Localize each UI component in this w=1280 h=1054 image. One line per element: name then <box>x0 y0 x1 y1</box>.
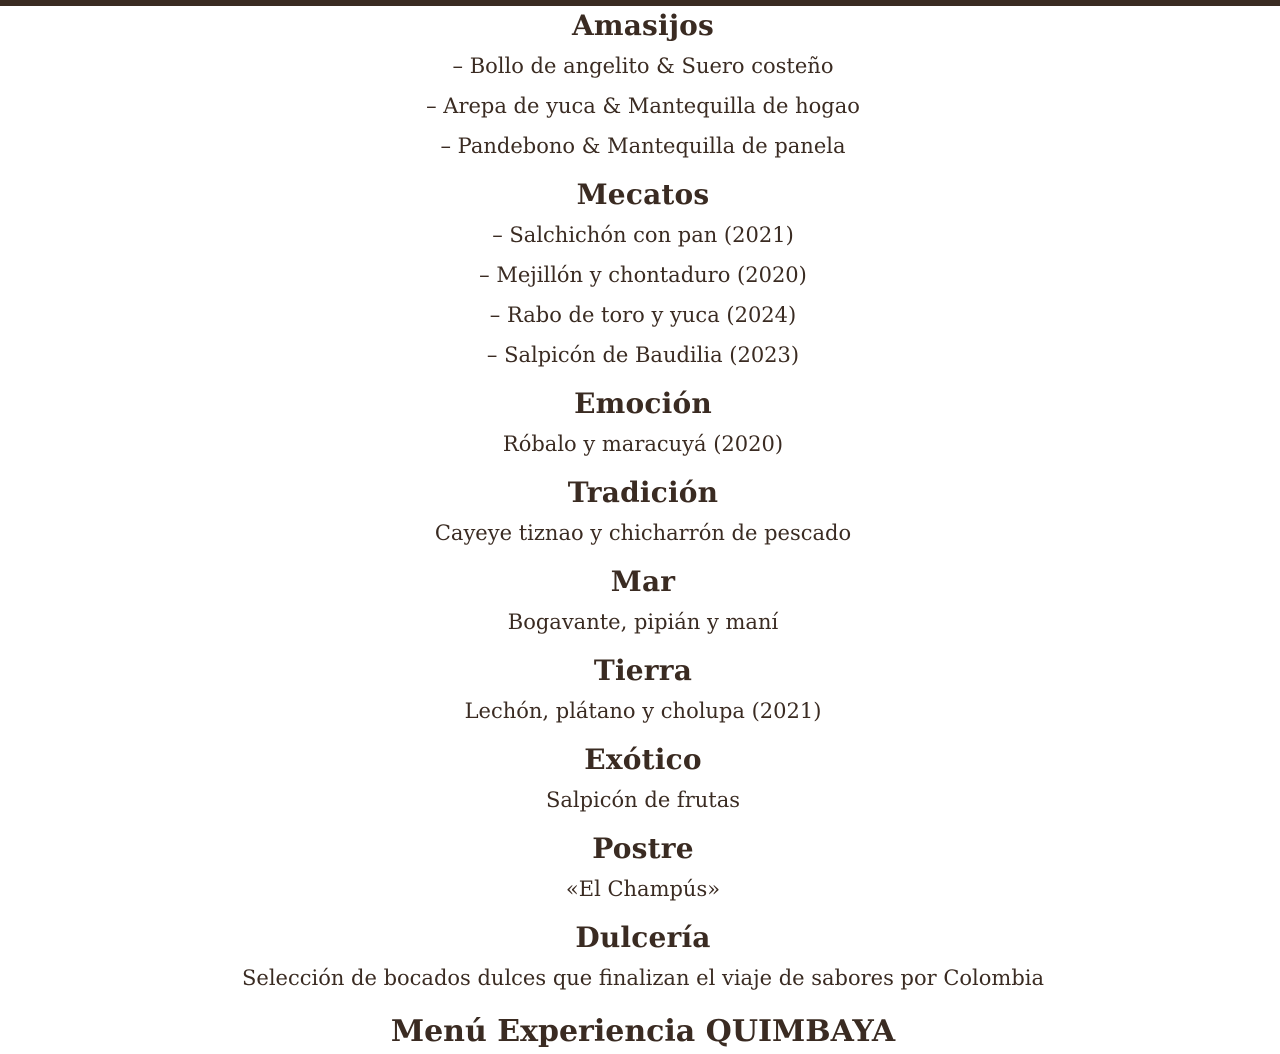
section-title: Dulcería <box>575 921 711 954</box>
section-emocion <box>6 384 1280 464</box>
section-title: Postre <box>592 832 694 865</box>
menu-item: Salpicón de frutas <box>545 788 740 812</box>
menu-item: «El Champús» <box>565 877 721 901</box>
section-items <box>6 869 1280 909</box>
section-items <box>6 215 1280 375</box>
menu-item: – Salchichón con pan (2021) <box>492 223 794 247</box>
menu-item: – Mejillón y chontaduro (2020) <box>479 263 807 287</box>
menu-item: – Pandebono & Mantequilla de panela <box>440 134 846 158</box>
section-items <box>6 513 1280 553</box>
section-items <box>6 602 1280 642</box>
section-mecatos <box>6 175 1280 375</box>
section-title: Mecatos <box>576 178 710 211</box>
menu-item: – Salpicón de Baudilia (2023) <box>486 343 800 367</box>
section-items <box>6 46 1280 166</box>
menu-item: Selección de bocados dulces que finalizan el viaje de sabores por Colombia <box>242 966 1044 990</box>
section-items <box>6 780 1280 820</box>
section-mar <box>6 562 1280 642</box>
menu-item: Cayeye tiznao y chicharrón de pescado <box>434 521 852 545</box>
section-title: Amasijos <box>571 9 715 42</box>
section-title: Emoción <box>574 387 712 420</box>
menu-item: Bogavante, pipián y maní <box>507 610 779 634</box>
section-title: Tradición <box>567 476 719 509</box>
tasting-menu <box>0 6 1280 998</box>
menu-item: – Bollo de angelito & Suero costeño <box>452 54 834 78</box>
menu-item: Lechón, plátano y cholupa (2021) <box>464 699 822 723</box>
section-postre <box>6 829 1280 909</box>
section-amasijos <box>6 6 1280 166</box>
next-menu-title: Menú Experiencia QUIMBAYA <box>390 1014 896 1049</box>
section-items <box>6 958 1280 998</box>
section-items <box>6 691 1280 731</box>
section-title: Tierra <box>593 654 693 687</box>
section-items <box>6 424 1280 464</box>
section-tradicion <box>6 473 1280 553</box>
section-title: Exótico <box>584 743 702 776</box>
section-tierra <box>6 651 1280 731</box>
section-title: Mar <box>610 565 676 598</box>
menu-item: Róbalo y maracuyá (2020) <box>502 432 784 456</box>
menu-item: – Rabo de toro y yuca (2024) <box>489 303 797 327</box>
menu-item: – Arepa de yuca & Mantequilla de hogao <box>426 94 860 118</box>
section-dulceria <box>6 918 1280 998</box>
section-exotico <box>6 740 1280 820</box>
